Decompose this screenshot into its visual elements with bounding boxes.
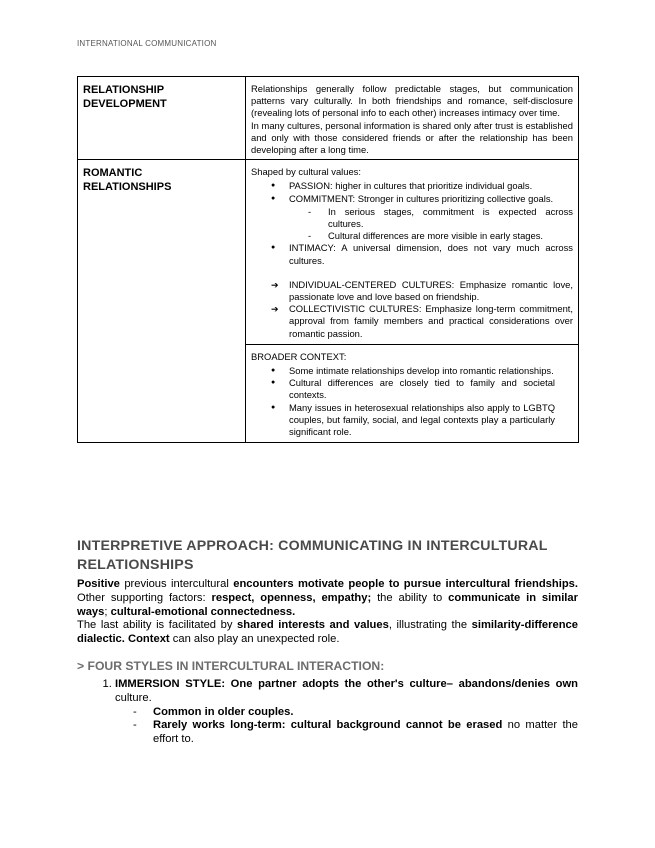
text-run: , illustrating the	[388, 619, 472, 632]
bullet-list	[251, 365, 573, 438]
list-item: - In serious stages, commitment is expected across cultures.	[328, 206, 573, 230]
row-label-line: RELATIONSHIPS	[83, 181, 172, 194]
interpretive-section	[77, 537, 578, 647]
list-item-text: COMMITMENT: Stronger in cultures prioritizing collective goals.	[289, 192, 554, 204]
list-item	[153, 719, 578, 747]
list-item: ● Cultural differences are closely tied to family and societal contexts.	[289, 377, 555, 401]
subsection-title: BROADER CONTEXT:	[251, 350, 347, 362]
summary-table	[77, 76, 579, 443]
intro-line: Shaped by cultural values:	[251, 166, 361, 178]
text-run: the ability to	[371, 591, 449, 604]
dash-list	[289, 206, 573, 243]
list-item: ● INTIMACY: A universal dimension, does not vary much across cultures.	[289, 242, 573, 266]
list-item: ● PASSION: higher in cultures that prioritize individual goals.	[289, 180, 573, 192]
text-run: Rarely works long-term: cultural background cannot be erased	[153, 719, 503, 732]
text-run: encounters motivate people to pursue intercultural friendships.	[233, 578, 578, 590]
paragraph: Relationships generally follow predictable stages, but communication patterns vary culturally. In both friendships and romance, self-disclosure (revealing lots of personal info to each other) increases intimacy over time.	[251, 83, 573, 119]
text-run: respect, openness, empathy;	[211, 591, 372, 604]
text-run: IMMERSION STYLE: One partner adopts the other's culture– abandons/denies own	[115, 678, 578, 690]
arrow-list	[251, 279, 573, 340]
text-run: can also play an unexpected role.	[169, 633, 340, 646]
row-label-relationship-development	[78, 77, 246, 160]
list-item: - Cultural differences are more visible in early stages.	[328, 230, 573, 242]
row-label-line: ROMANTIC	[83, 167, 143, 180]
subsection-heading: > FOUR STYLES IN INTERCULTURAL INTERACTION:	[77, 659, 385, 673]
table-row	[78, 77, 579, 160]
text-run: The last ability is facilitated by	[77, 619, 238, 632]
list-item: ➔ INDIVIDUAL-CENTERED CULTURES: Emphasize romantic love, passionate love and love based on friendship.	[289, 279, 573, 303]
bullet-list	[251, 180, 573, 266]
text-run: previous intercultural	[119, 578, 234, 590]
text-run: Common in older couples.	[153, 705, 294, 718]
text-run: Context	[128, 633, 170, 646]
list-item: ➔ COLLECTIVISTIC CULTURES: Emphasize long-term commitment, approval from family members and practical considerations over romantic passion.	[289, 303, 573, 340]
paragraph: In many cultures, personal information is shared only after trust is established and only with those considered friends or after the relationship has been developing after a long time.	[251, 119, 573, 156]
text-run: cultural-emotional connectedness.	[110, 605, 296, 618]
text-run: culture.	[115, 691, 152, 704]
list-item	[153, 706, 578, 720]
section-title: INTERPRETIVE APPROACH: COMMUNICATING IN INTERCULTURAL RELATIONSHIPS	[77, 538, 548, 573]
row-label-line: RELATIONSHIP	[83, 84, 165, 96]
text-run: communicate in similar ways	[77, 591, 578, 618]
list-item: ● Many issues in heterosexual relationships also apply to LGBTQ couples, but family, social, and legal contexts play a particularly significant role.	[289, 402, 555, 439]
dash-list	[115, 706, 578, 747]
numbered-list	[77, 678, 578, 747]
row-label-line: DEVELOPMENT	[83, 98, 167, 110]
text-run: ;	[104, 605, 111, 618]
table-row	[78, 160, 579, 345]
styles-section	[77, 659, 578, 747]
list-item	[115, 678, 578, 747]
paragraph	[77, 619, 578, 647]
row-body-broader-context	[246, 344, 579, 442]
text-run: Other supporting factors:	[77, 591, 212, 604]
list-item	[289, 193, 573, 243]
text-run: similarity-difference dialectic.	[77, 619, 578, 646]
text-run: no matter the effort to.	[153, 719, 578, 746]
list-item: ● Some intimate relationships develop into romantic relationships.	[289, 365, 555, 377]
text-run: Positive	[77, 578, 120, 590]
row-body-romantic-values	[246, 160, 579, 345]
row-body-relationship-development	[246, 77, 579, 160]
row-label-romantic-relationships	[78, 160, 246, 443]
text-run: shared interests and values	[237, 619, 389, 632]
running-header: INTERNATIONAL COMMUNICATION	[77, 39, 217, 48]
paragraph	[77, 578, 578, 619]
